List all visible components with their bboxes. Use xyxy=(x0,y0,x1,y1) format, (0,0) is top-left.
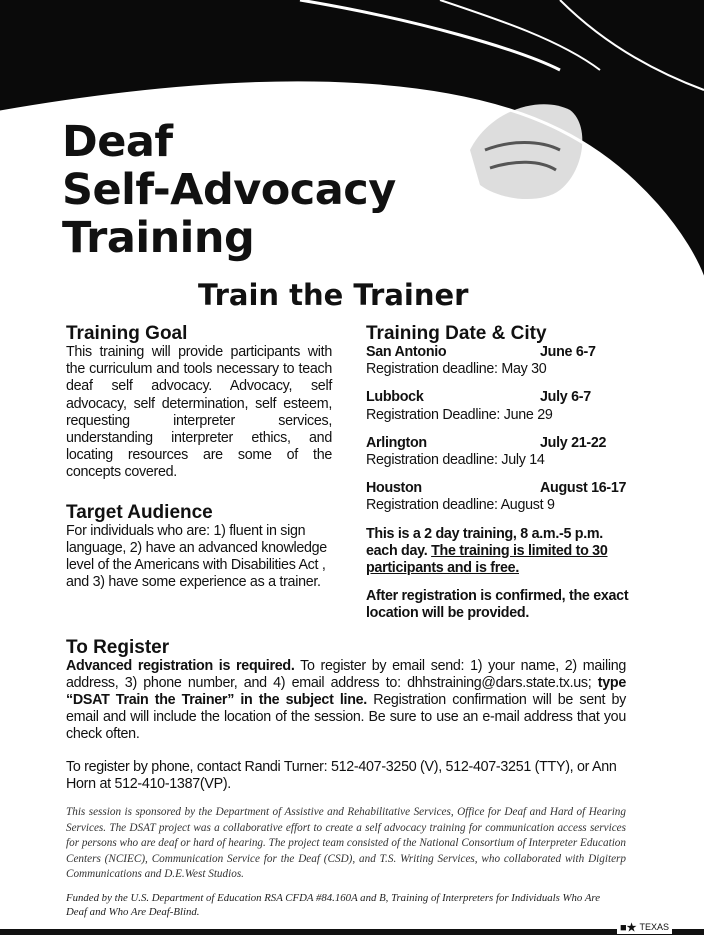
register-confirmation: Registration confirmation will be sent by email and will include the location of the session. Be sure to use an e-mail address that you check often. xyxy=(66,692,626,743)
footer-bar xyxy=(0,929,704,935)
city-name: Arlington xyxy=(366,434,427,451)
title-line: Deaf xyxy=(62,117,173,167)
register-section xyxy=(66,637,626,793)
training-note xyxy=(366,526,636,578)
city-deadline: Registration deadline: May 30 xyxy=(366,361,547,378)
funding-text: Funded by the U.S. Department of Education RSA CFDA #84.160A and B, Training of Interpreters for Individuals Who Are Deaf and Who Are Deaf-Blind. xyxy=(66,891,601,918)
dates-heading: Training Date & City xyxy=(366,323,547,344)
register-required: Advanced registration is required. xyxy=(66,657,295,674)
register-email-text xyxy=(66,658,626,744)
city-entry xyxy=(366,389,636,423)
city-deadline: Registration Deadline: June 29 xyxy=(366,406,553,423)
audience-heading: Target Audience xyxy=(66,501,213,523)
sponsor-text: This session is sponsored by the Department of Assistive and Rehabilitative Services, Office for Deaf and Hard of Hearing Services. The DSAT project was a collaborative effort to create a self advocacy training for communication access services for persons who are deaf or hard of hearing. The project team consisted of the National Consortium of Interpreter Education Centers (NCIEC), Communication Service for the Deaf (CSD), and T.S. Writing Services, who collaborated with Digiterp Communications and D.E.West Studios. xyxy=(66,806,626,881)
training-hours: This is a 2 day training, 8 a.m.-5 p.m. each day. xyxy=(366,525,603,559)
city-date: August 16-17 xyxy=(540,480,627,497)
city-entry xyxy=(366,344,636,378)
register-text: To register by email send: 1) your name, 2) mailing address, 3) phone number, and 4) email address to: dhhstraining@dars.state.tx.us; xyxy=(66,657,626,691)
logo-text: TEXAS xyxy=(639,922,670,933)
right-column xyxy=(366,323,636,623)
city-date: July 6-7 xyxy=(540,389,591,406)
city-deadline: Registration deadline: July 14 xyxy=(366,452,545,469)
texas-logo xyxy=(617,921,672,934)
city-name: Houston xyxy=(366,480,422,497)
title-line: Self-Advocacy xyxy=(62,165,396,215)
columns xyxy=(0,323,704,623)
city-entry xyxy=(366,435,636,469)
register-phone-text: To register by phone, contact Randi Turner: 512-407-3250 (V), 512-407-3251 (TTY), or Ann Horn at 512-410-1387(VP). xyxy=(66,758,617,792)
city-name: Lubbock xyxy=(366,389,424,406)
training-free-note: The training is limited to 30 participants and is free. xyxy=(366,542,608,577)
location-note: After registration is confirmed, the exact location will be provided. xyxy=(366,588,629,622)
city-date: June 6-7 xyxy=(540,344,596,360)
city-date: July 21-22 xyxy=(540,434,607,451)
footer xyxy=(0,921,704,937)
goal-text: This training will provide participants with the curriculum and tools necessary to teach deaf self advocacy. Advocacy, self advocacy, self determination, self esteem, requesting interpreter services, understanding interpreter ethics, and locating resources are some of the concepts covered. xyxy=(66,344,332,481)
city-entry xyxy=(366,480,636,514)
title-line: Training xyxy=(62,213,255,263)
city-name: San Antonio xyxy=(366,344,447,360)
audience-text: For individuals who are: 1) fluent in sign language, 2) have an advanced knowledge level of the Americans with Disabilities Act , and 3) have some experience as a trainer. xyxy=(66,522,327,591)
register-subject: type “DSAT Train the Trainer” in the subject line. xyxy=(66,674,626,709)
texas-flag-icon: ■★ xyxy=(620,921,637,934)
city-deadline: Registration deadline: August 9 xyxy=(366,497,555,514)
left-column xyxy=(66,323,332,623)
goal-heading: Training Goal xyxy=(66,323,188,344)
register-heading: To Register xyxy=(66,636,170,658)
subtitle: Train the Trainer xyxy=(198,278,469,312)
